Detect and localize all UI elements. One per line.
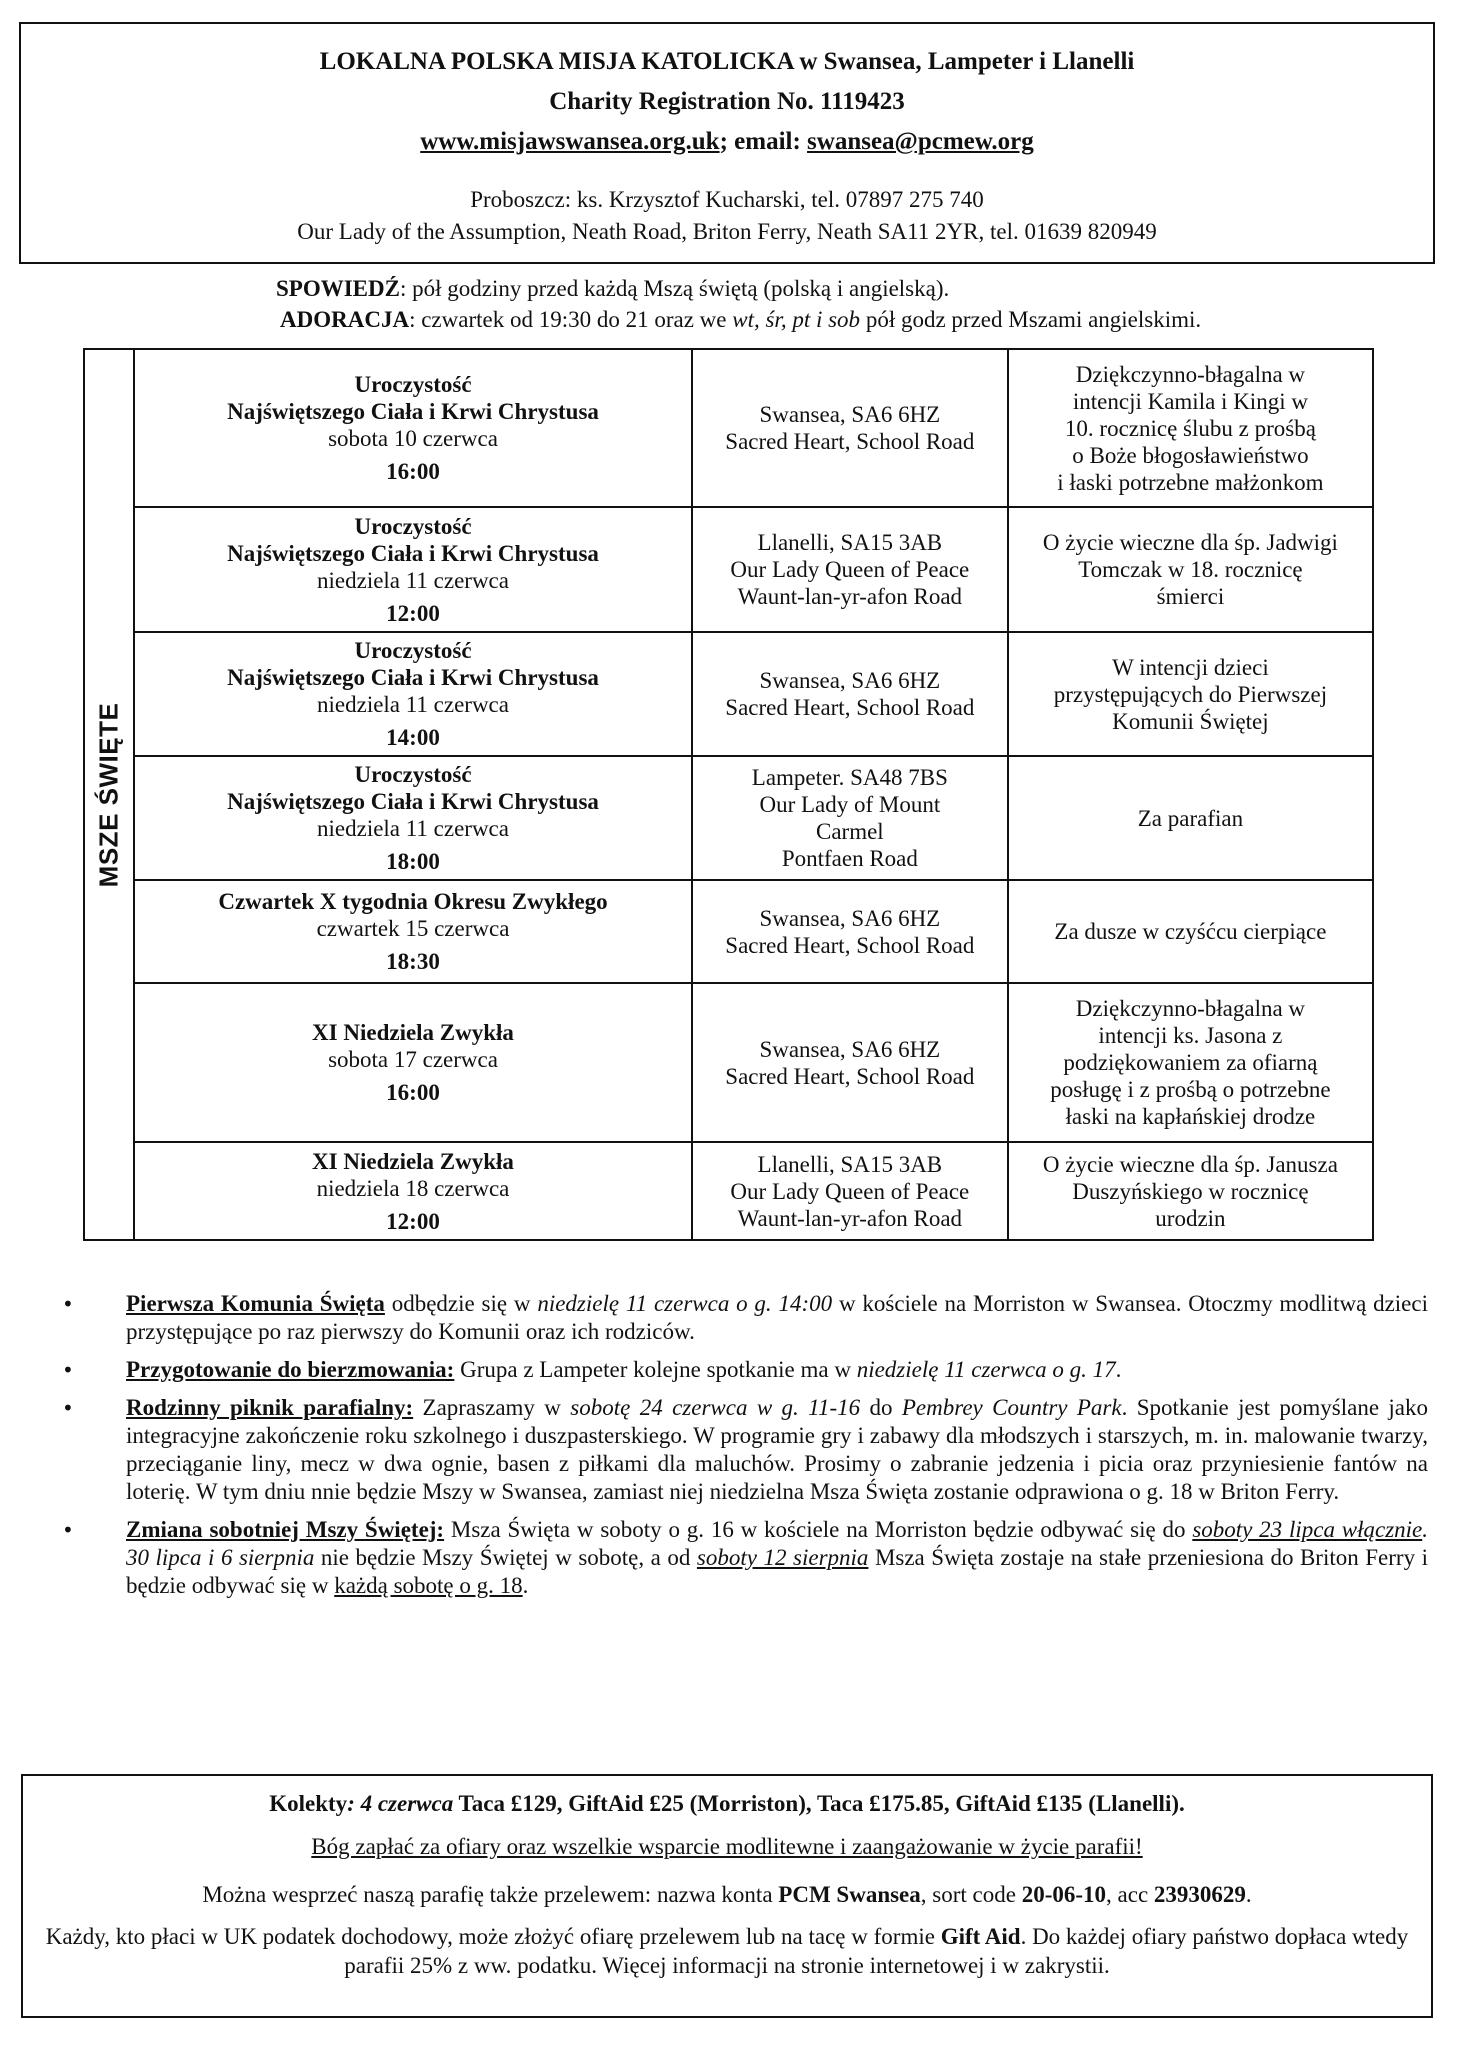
mass-date: niedziela 11 czerwca — [317, 692, 509, 717]
mass-title-2: Czwartek X tygodnia Okresu Zwykłego — [218, 889, 608, 914]
table-row — [84, 632, 1373, 756]
intention-line: Komunii Świętej — [1112, 708, 1269, 734]
notice-text: . — [1115, 1357, 1122, 1382]
notice-text: do — [860, 1395, 902, 1420]
place-line: Swansea, SA6 6HZ — [759, 1036, 941, 1062]
notice-text: Grupa z Lampeter kolejne spotkanie ma w — [454, 1357, 857, 1382]
place-line: Our Lady Queen of Peace — [730, 557, 970, 582]
table-row — [84, 756, 1373, 880]
notice-picnic — [62, 1394, 1428, 1506]
mass-date: sobota 17 czerwca — [328, 1047, 498, 1072]
mass-date: niedziela 18 czerwca — [316, 1175, 510, 1201]
intention-line: przystępujących do Pierwszej — [1053, 681, 1328, 707]
mass-place — [692, 507, 1008, 632]
email-link[interactable]: swansea@pcmew.org — [807, 128, 1034, 155]
mass-time: 18:00 — [386, 849, 440, 874]
notice-text: Msza Święta w soboty o g. 16 w kościele na Morriston będzie odbywać się do — [444, 1517, 1193, 1542]
table-row — [84, 1142, 1373, 1240]
table-row — [84, 983, 1373, 1142]
mass-description — [134, 507, 692, 632]
bank-transfer-line — [23, 1880, 1431, 1910]
notice-date: soboty 23 lipca włącznie — [1192, 1517, 1423, 1542]
bank-text: , sort code — [920, 1882, 1022, 1907]
intention-line: posługę i z prośbą o potrzebne — [1050, 1077, 1331, 1102]
intention-line: Duszyńskiego w rocznicę — [1072, 1178, 1309, 1204]
notice-date: niedzielę 11 czerwca o g. 14:00 — [537, 1291, 833, 1316]
collections-label: Kolekty — [269, 1791, 348, 1816]
mass-time: 16:00 — [386, 459, 440, 484]
mass-place — [692, 880, 1008, 983]
intention-line: urodzin — [1155, 1205, 1226, 1231]
mass-place — [692, 1142, 1008, 1240]
gift-aid-line — [23, 1922, 1431, 1980]
mass-title-2: Najświętszego Ciała i Krwi Chrystusa — [227, 399, 599, 424]
parish-address: Our Lady of the Assumption, Neath Road, Briton Ferry, Neath SA11 2YR, tel. 01639 820949 — [297, 219, 1157, 244]
mass-time: 16:00 — [386, 1080, 440, 1105]
place-line: Carmel — [815, 819, 884, 844]
place-line: Swansea, SA6 6HZ — [759, 402, 941, 427]
bullet-icon: • — [62, 1518, 74, 1542]
notices-list — [62, 1290, 1428, 1610]
gift-aid-text: Każdy, kto płaci w UK podatek dochodowy, może złożyć ofiarę przelewem lub na tacę w formie — [45, 1924, 941, 1949]
mass-title-2: Najświętszego Ciała i Krwi Chrystusa — [227, 540, 599, 566]
mass-intention — [1008, 756, 1373, 880]
place-line: Waunt-lan-yr-afon Road — [737, 1205, 963, 1231]
intention-line: W intencji dzieci — [1112, 654, 1269, 680]
mass-title-2: Najświętszego Ciała i Krwi Chrystusa — [227, 665, 599, 690]
notice-date: sobotę 24 czerwca w g. 11-16 — [570, 1395, 861, 1420]
mass-intention — [1008, 507, 1373, 632]
mass-place — [692, 632, 1008, 756]
mass-description — [134, 880, 692, 983]
notice-first-communion — [62, 1290, 1428, 1346]
mass-title-2: XI Niedziela Zwykła — [312, 1020, 514, 1045]
notice-date: . 30 lipca i 6 sierpnia — [126, 1517, 1428, 1570]
table-row — [84, 507, 1373, 632]
place-line: Lampeter. SA48 7BS — [751, 765, 948, 790]
place-line: Our Lady of Mount — [759, 792, 941, 817]
notice-text: odbędzie się w — [384, 1291, 538, 1316]
mass-intention — [1008, 1142, 1373, 1240]
charity-registration: Charity Registration No. 1119423 — [549, 88, 905, 115]
bank-text: Można wesprzeć naszą parafię także przelewem: nazwa konta — [202, 1882, 779, 1907]
place-line: Swansea, SA6 6HZ — [759, 668, 941, 693]
header-box — [19, 22, 1435, 264]
intention-line: o Boże błogosławieństwo — [1072, 442, 1309, 468]
notice-title: Pierwsza Komunia Święta — [126, 1291, 385, 1316]
intention-line: intencji ks. Jasona z — [1098, 1023, 1283, 1048]
mass-place — [692, 756, 1008, 880]
mass-time: 12:00 — [386, 1208, 440, 1234]
contact-separator: ; email: — [719, 128, 808, 155]
notice-saturday-mass — [62, 1516, 1428, 1600]
mass-description — [134, 632, 692, 756]
mass-intention — [1008, 880, 1373, 983]
mass-intention — [1008, 632, 1373, 756]
intention-line: intencji Kamila i Kingi w — [1072, 388, 1308, 414]
gift-aid-text: . Do każdej ofiary państwo dopłaca wtedy parafii 25% z ww. podatku. Więcej informacji na stronie internetowej i w zakrystii. — [344, 1924, 1409, 1978]
mass-time: 18:30 — [386, 949, 440, 974]
notice-text: Msza Święta zostaje na stałe przeniesiona do Briton Ferry i będzie odbywać się w — [126, 1545, 1428, 1598]
place-line: Llanelli, SA15 3AB — [757, 1151, 943, 1177]
intention-line: śmierci — [1156, 584, 1225, 609]
notice-text: Zapraszamy w — [413, 1395, 571, 1420]
mass-date: sobota 10 czerwca — [328, 426, 498, 451]
intention-line: Dziękczynno-błagalna w — [1075, 996, 1306, 1021]
notice-date: każdą sobotę o g. 18 — [334, 1573, 523, 1598]
notice-text: w kościele na Morriston w Swansea. Otoczmy modlitwą dzieci przystępujące po raz pierwszy do Komunii oraz ich rodziców. — [126, 1291, 1428, 1344]
adoration-line — [276, 304, 1426, 335]
notice-text: . Spotkanie jest pomyślane jako integracyjne zakończenie roku szkolnego i duszpasterskiego. W programie gry i zabawy dla młodszych i starszych, m. in. malowanie twarzy, przeciąganie liny, mecz w dwa ognie, basen z piłkami dla maluchów. Prosimy o zabranie jedzenia i picia oraz przyniesienie fantów na loterię. W tym dniu nnie będzie Mszy w Swansea, zamiast niej niedzielna Msza Święta zostanie odprawiona o g. 18 w Briton Ferry. — [126, 1395, 1429, 1504]
confession-label: SPOWIEDŹ — [276, 276, 400, 301]
intention-line: O życie wieczne dla śp. Jadwigi — [1042, 530, 1338, 555]
place-line: Waunt-lan-yr-afon Road — [737, 584, 963, 609]
thanks-line: Bóg zapłać za ofiary oraz wszelkie wsparcie modlitewne i zaangażowanie w życie parafii! — [311, 1834, 1143, 1859]
place-line: Llanelli, SA15 3AB — [757, 530, 943, 555]
collections-date: : 4 czerwca — [347, 1791, 454, 1816]
table-row — [84, 880, 1373, 983]
collections-amounts: Taca £129, GiftAid £25 (Morriston), Taca £175.85, GiftAid £135 (Llanelli). — [453, 1791, 1185, 1816]
adoration-text-1: : czwartek od 19:30 do 21 oraz we — [409, 307, 733, 332]
place-line: Sacred Heart, School Road — [725, 932, 975, 958]
place-line: Sacred Heart, School Road — [725, 429, 975, 454]
side-label: MSZE ŚWIĘTE — [93, 702, 124, 887]
place-line: Swansea, SA6 6HZ — [759, 905, 941, 931]
notice-title: Rodzinny piknik parafialny: — [126, 1395, 414, 1420]
info-lines — [276, 273, 1426, 335]
contact-line — [21, 122, 1433, 162]
intention-line: i łaski potrzebne małżonkom — [1057, 469, 1324, 495]
intention-line: Za dusze w czyśćcu cierpiące — [1054, 919, 1327, 944]
bullet-icon: • — [62, 1292, 74, 1316]
adoration-days: wt, śr, pt i sob — [732, 307, 861, 332]
mass-description — [134, 349, 692, 507]
mission-title: LOKALNA POLSKA MISJA KATOLICKA w Swansea, Lampeter i Llanelli — [319, 48, 1135, 75]
bank-text: . — [1245, 1882, 1252, 1907]
intention-line: łaski na kapłańskiej drodze — [1065, 1104, 1316, 1129]
place-line: Sacred Heart, School Road — [725, 695, 975, 720]
notice-title: Przygotowanie do bierzmowania: — [126, 1357, 455, 1382]
mass-intention — [1008, 983, 1373, 1142]
notice-text: nie będzie Mszy Świętej w sobotę, a od — [314, 1545, 697, 1570]
footer-box — [21, 1774, 1433, 2018]
gift-aid-label: Gift Aid — [940, 1924, 1021, 1949]
sort-code: 20-06-10 — [1021, 1882, 1107, 1907]
notice-place: Pembrey Country Park — [901, 1395, 1122, 1420]
mass-intention — [1008, 349, 1373, 507]
intention-line: O życie wieczne dla śp. Janusza — [1042, 1151, 1338, 1177]
intention-line: Za parafian — [1137, 805, 1244, 831]
mass-date: niedziela 11 czerwca — [317, 816, 509, 841]
side-label-cell — [84, 349, 134, 1240]
pastor-line: Proboszcz: ks. Krzysztof Kucharski, tel. 07897 275 740 — [470, 187, 984, 212]
mass-title-1: Uroczystość — [354, 762, 472, 787]
mass-title-1: Uroczystość — [354, 513, 472, 539]
notice-confirmation — [62, 1356, 1428, 1384]
mass-description — [134, 983, 692, 1142]
confession-line — [276, 273, 1426, 304]
mass-place — [692, 349, 1008, 507]
mass-title-2: XI Niedziela Zwykła — [312, 1148, 514, 1174]
confession-text: : pół godziny przed każdą Mszą świętą (polską i angielską). — [399, 276, 950, 301]
bullet-icon: • — [62, 1396, 74, 1420]
table-row — [84, 349, 1373, 507]
notice-date: soboty 12 sierpnia — [696, 1545, 869, 1570]
mass-description — [134, 1142, 692, 1240]
mass-date: niedziela 11 czerwca — [317, 567, 509, 593]
mass-time: 12:00 — [386, 600, 440, 626]
mass-schedule-table — [83, 348, 1374, 1241]
place-line: Sacred Heart, School Road — [725, 1063, 975, 1089]
intention-line: podziękowaniem za ofiarną — [1063, 1050, 1318, 1075]
notice-text: . — [522, 1573, 529, 1598]
adoration-label: ADORACJA — [280, 307, 410, 332]
mass-title-1: Uroczystość — [354, 638, 472, 663]
mass-title-2: Najświętszego Ciała i Krwi Chrystusa — [227, 789, 599, 814]
account-name: PCM Swansea — [778, 1882, 921, 1907]
mass-title-1: Uroczystość — [354, 372, 472, 397]
adoration-text-2: pół godz przed Mszami angielskimi. — [860, 307, 1202, 332]
bullet-icon: • — [62, 1358, 74, 1382]
mass-description — [134, 756, 692, 880]
mass-time: 14:00 — [386, 725, 440, 750]
account-number: 23930629 — [1153, 1882, 1246, 1907]
mass-place — [692, 983, 1008, 1142]
bank-text: , acc — [1106, 1882, 1154, 1907]
website-link[interactable]: www.misjawswansea.org.uk — [420, 128, 720, 155]
notice-date: niedzielę 11 czerwca o g. 17 — [856, 1357, 1116, 1382]
collections-line — [23, 1788, 1431, 1820]
notice-title: Zmiana sobotniej Mszy Świętej: — [126, 1517, 445, 1542]
intention-line: 10. rocznicę ślubu z prośbą — [1064, 415, 1316, 441]
intention-line: Tomczak w 18. rocznicę — [1078, 557, 1303, 582]
place-line: Our Lady Queen of Peace — [730, 1178, 970, 1204]
place-line: Pontfaen Road — [781, 846, 918, 871]
intention-line: Dziękczynno-błagalna w — [1075, 361, 1306, 387]
mass-date: czwartek 15 czerwca — [316, 916, 510, 941]
